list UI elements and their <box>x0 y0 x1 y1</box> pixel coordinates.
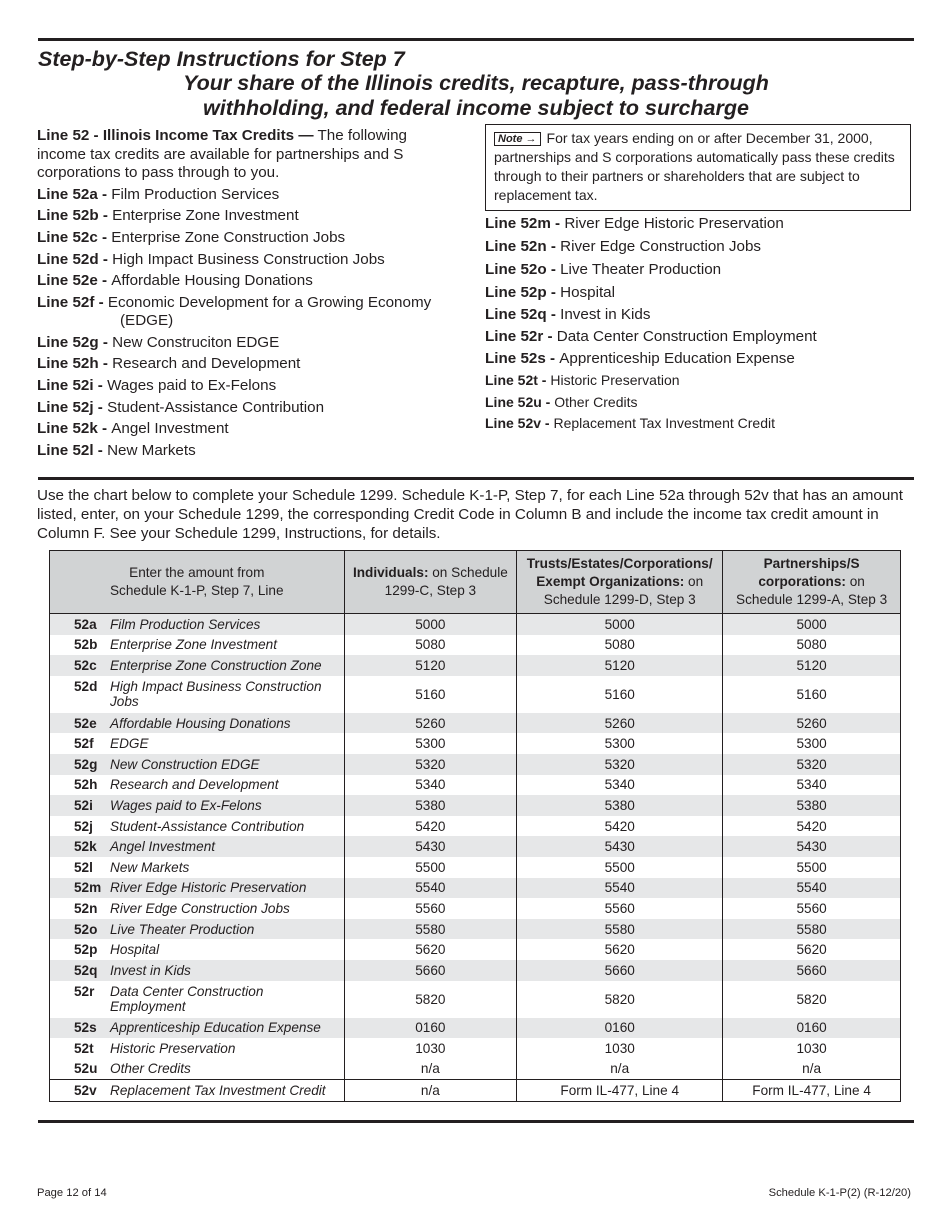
line-cell <box>50 1059 345 1080</box>
line-text: Student-Assistance Contribution <box>107 398 325 416</box>
individuals-code: 5420 <box>344 816 517 837</box>
line-cell <box>50 713 345 734</box>
line-label: Line 52a - <box>37 185 112 203</box>
line-description: Invest in Kids <box>110 962 191 978</box>
line-cell <box>50 878 345 899</box>
list-item <box>485 261 915 284</box>
trusts-code: 5260 <box>517 713 723 734</box>
line-code: 52v <box>74 1083 97 1099</box>
table-body <box>50 614 901 1102</box>
individuals-code: 5340 <box>344 775 517 796</box>
partnerships-code: 5080 <box>723 635 901 656</box>
partnerships-code: 5160 <box>723 676 901 713</box>
trusts-code: 5380 <box>517 795 723 816</box>
line-text: Research and Development <box>112 355 301 373</box>
right-line-list <box>485 215 915 437</box>
line-cell <box>50 857 345 878</box>
line-label: Line 52j - <box>37 398 108 416</box>
individuals-code: 5540 <box>344 878 517 899</box>
individuals-code: n/a <box>344 1080 517 1102</box>
line-description: Wages paid to Ex-Felons <box>110 797 262 813</box>
partnerships-code: 5420 <box>723 816 901 837</box>
table-row <box>50 635 901 656</box>
line-description: Other Credits <box>110 1061 191 1077</box>
line-description: Data Center Construction Employment <box>110 984 264 1014</box>
table-row <box>50 775 901 796</box>
individuals-code: 5120 <box>344 655 517 676</box>
line-label: Line 52t - <box>485 372 551 388</box>
line-code: 52r <box>74 984 95 999</box>
header-line: Enter the amount from Schedule K-1-P, Step 7, Line <box>50 551 345 614</box>
line-description: Enterprise Zone Construction Zone <box>110 657 322 673</box>
line-description: Live Theater Production <box>110 921 255 937</box>
line-text: New Markets <box>107 441 196 459</box>
line-label: Line 52b - <box>37 207 113 225</box>
trusts-code: 5580 <box>517 919 723 940</box>
line-cell <box>50 635 345 656</box>
trusts-code: 5820 <box>517 981 723 1018</box>
line-code: 52i <box>74 797 93 813</box>
line-code: 52h <box>74 777 98 793</box>
note-text: For tax years ending on or after December 31, 2000, partnerships and S corporations automatically pass these credits through to their partners or shareholders that are subject to replacement tax. <box>494 130 895 203</box>
list-item <box>485 284 915 306</box>
line-cell <box>50 676 345 713</box>
line-label: Line 52c - <box>37 228 112 246</box>
header-partnerships-rest: on Schedule 1299-A, Step 3 <box>736 574 888 607</box>
line-label: Line 52f - <box>37 293 108 311</box>
header-partnerships-bold: Partnerships/S corporations: <box>758 556 860 589</box>
line-code: 52u <box>74 1061 98 1077</box>
line-52-text: The following income tax credits are available for partnerships and S corporations to pass through to you. <box>37 127 407 182</box>
table-row <box>50 898 901 919</box>
list-item <box>485 415 915 437</box>
line-description: Angel Investment <box>110 839 216 855</box>
line-text: Angel Investment <box>111 420 229 438</box>
table-row <box>50 733 901 754</box>
trusts-code: 5560 <box>517 898 723 919</box>
line-label: Line 52r - <box>485 328 557 345</box>
line-cell <box>50 1018 345 1039</box>
partnerships-code: 5580 <box>723 919 901 940</box>
trusts-code: 5540 <box>517 878 723 899</box>
trusts-code: Form IL-477, Line 4 <box>517 1080 723 1102</box>
trusts-code: 5620 <box>517 939 723 960</box>
table-row <box>50 713 901 734</box>
table-row <box>50 1038 901 1059</box>
line-cell <box>50 898 345 919</box>
line-cell <box>50 733 345 754</box>
line-code: 52t <box>74 1040 94 1056</box>
individuals-code: 5080 <box>344 635 517 656</box>
line-description: EDGE <box>110 736 149 752</box>
individuals-code: 0160 <box>344 1018 517 1039</box>
line-description: Affordable Housing Donations <box>110 715 291 731</box>
trusts-code: 5120 <box>517 655 723 676</box>
individuals-code: 5660 <box>344 960 517 981</box>
partnerships-code: 5320 <box>723 754 901 775</box>
partnerships-code: Form IL-477, Line 4 <box>723 1080 901 1102</box>
trusts-code: 5320 <box>517 754 723 775</box>
trusts-code: 5500 <box>517 857 723 878</box>
line-label: Line 52s - <box>485 350 560 367</box>
line-label: Line 52i - <box>37 376 108 394</box>
line-code: 52e <box>74 715 97 731</box>
line-text: Wages paid to Ex-Felons <box>107 376 277 394</box>
table-row <box>50 614 901 635</box>
right-column <box>485 215 915 437</box>
individuals-code: 5000 <box>344 614 517 635</box>
note-tag-label: Note <box>498 133 523 145</box>
table-row <box>50 919 901 940</box>
line-code: 52f <box>74 736 94 752</box>
line-cell <box>50 919 345 940</box>
line-label: Line 52e - <box>37 272 112 290</box>
line-code: 52m <box>74 880 102 896</box>
line-code: 52j <box>74 818 93 834</box>
individuals-code: 5560 <box>344 898 517 919</box>
list-item <box>485 394 915 416</box>
list-item <box>485 238 915 261</box>
table-row <box>50 960 901 981</box>
partnerships-code: 5340 <box>723 775 901 796</box>
section-divider <box>38 477 914 480</box>
table-row <box>50 754 901 775</box>
table-header-row <box>50 551 901 614</box>
individuals-code: 5820 <box>344 981 517 1018</box>
individuals-code: 5160 <box>344 676 517 713</box>
table-row <box>50 857 901 878</box>
trusts-code: 0160 <box>517 1018 723 1039</box>
line-code: 52b <box>74 637 98 653</box>
line-label: Line 52l - <box>37 441 108 459</box>
trusts-code: 5160 <box>517 676 723 713</box>
line-text-continued: (EDGE) <box>120 312 174 330</box>
line-description: Film Production Services <box>110 616 261 632</box>
table-row <box>50 1018 901 1039</box>
line-code: 52l <box>74 859 93 875</box>
page-subtitle-line1: Your share of the Illinois credits, recapture, pass-through <box>183 71 769 95</box>
header-individuals <box>344 551 517 614</box>
credit-code-table <box>49 550 901 1102</box>
line-text: New Construciton EDGE <box>112 333 280 351</box>
line-text: Film Production Services <box>111 185 280 203</box>
left-line-list <box>37 186 447 464</box>
header-partnerships <box>723 551 901 614</box>
line-cell <box>50 1038 345 1059</box>
line-description: Replacement Tax Investment Credit <box>110 1083 326 1099</box>
line-cell <box>50 795 345 816</box>
list-item <box>37 442 447 464</box>
individuals-code: 5320 <box>344 754 517 775</box>
line-text: Economic Development for a Growing Economy <box>107 293 432 311</box>
table-row <box>50 981 901 1018</box>
line-label: Line 52o - <box>485 261 561 278</box>
table-row <box>50 1059 901 1080</box>
partnerships-code: 5560 <box>723 898 901 919</box>
table-row <box>50 1080 901 1102</box>
line-description: River Edge Construction Jobs <box>110 900 290 916</box>
partnerships-code: 5660 <box>723 960 901 981</box>
trusts-code: 5420 <box>517 816 723 837</box>
line-text: Other Credits <box>554 393 638 410</box>
line-code: 52o <box>74 921 98 937</box>
list-item <box>485 350 915 372</box>
line-code: 52c <box>74 657 97 673</box>
line-label: Line 52u - <box>485 393 555 410</box>
line-cell <box>50 655 345 676</box>
table-row <box>50 795 901 816</box>
line-cell <box>50 981 345 1018</box>
line-code: 52d <box>74 679 98 695</box>
line-text: Apprenticeship Education Expense <box>559 350 795 367</box>
page-subtitle-line2: withholding, and federal income subject to surcharge <box>203 96 749 120</box>
line-text: Hospital <box>560 284 615 301</box>
line-description: Apprenticeship Education Expense <box>110 1020 321 1036</box>
partnerships-code: 5120 <box>723 655 901 676</box>
header-individuals-bold: Individuals: <box>352 565 429 580</box>
line-cell <box>50 775 345 796</box>
line-description: River Edge Historic Preservation <box>110 880 307 896</box>
list-item <box>37 251 447 273</box>
individuals-code: 5500 <box>344 857 517 878</box>
line-description: Enterprise Zone Investment <box>110 637 277 653</box>
page-number: Page 12 of 14 <box>37 1187 107 1199</box>
list-item <box>37 355 447 377</box>
trusts-code: 5300 <box>517 733 723 754</box>
line-description: Student-Assistance Contribution <box>110 818 305 834</box>
line-text: Invest in Kids <box>560 306 651 323</box>
partnerships-code: 5380 <box>723 795 901 816</box>
line-description: Hospital <box>110 942 160 958</box>
individuals-code: 5260 <box>344 713 517 734</box>
partnerships-code: n/a <box>723 1059 901 1080</box>
list-item <box>485 328 915 350</box>
individuals-code: 5380 <box>344 795 517 816</box>
list-item <box>485 372 915 394</box>
partnerships-code: 5260 <box>723 713 901 734</box>
list-item <box>37 420 447 442</box>
list-item <box>485 306 915 328</box>
line-52-label: Line 52 - Illinois Income Tax Credits — <box>37 127 314 144</box>
list-item <box>485 215 915 238</box>
line-label: Line 52v - <box>485 415 554 431</box>
line-text: Live Theater Production <box>560 261 722 278</box>
trusts-code: 5340 <box>517 775 723 796</box>
table-row <box>50 878 901 899</box>
partnerships-code: 1030 <box>723 1038 901 1059</box>
partnerships-code: 5430 <box>723 836 901 857</box>
header-trusts <box>517 551 723 614</box>
line-label: Line 52q - <box>485 306 561 323</box>
line-text: Affordable Housing Donations <box>111 272 313 290</box>
line-text: River Edge Construction Jobs <box>560 238 762 255</box>
line-text: Replacement Tax Investment Credit <box>553 415 775 431</box>
trusts-code: n/a <box>517 1059 723 1080</box>
header-trusts-rest: on Schedule 1299-D, Step 3 <box>543 574 704 607</box>
trusts-code: 5660 <box>517 960 723 981</box>
line-description: Historic Preservation <box>110 1040 236 1056</box>
chart-instructions: Use the chart below to complete your Schedule 1299. Schedule K-1-P, Step 7, for each Line 52a through 52v that has an amount listed, enter, on your Schedule 1299, the corresponding Credit Code in Column B and include the income tax credit amount in Column F. See your Schedule 1299, Instructions, for details. <box>37 487 903 542</box>
line-cell <box>50 960 345 981</box>
line-label: Line 52k - <box>37 420 112 438</box>
line-text: Enterprise Zone Investment <box>112 207 299 225</box>
list-item <box>37 334 447 356</box>
line-label: Line 52d - <box>37 250 113 268</box>
individuals-code: 5300 <box>344 733 517 754</box>
header-trusts-bold: Trusts/Estates/Corporations/ Exempt Organizations: <box>526 556 713 589</box>
list-item <box>37 229 447 251</box>
list-item <box>37 186 447 208</box>
partnerships-code: 0160 <box>723 1018 901 1039</box>
line-text: High Impact Business Construction Jobs <box>112 250 385 268</box>
line-label: Line 52g - <box>37 333 113 351</box>
individuals-code: 5580 <box>344 919 517 940</box>
bottom-rule <box>38 1120 914 1123</box>
line-text: Data Center Construction Employment <box>556 328 817 345</box>
line-code: 52q <box>74 962 98 978</box>
line-cell <box>50 614 345 635</box>
line-text: River Edge Historic Preservation <box>564 215 784 232</box>
page-title: Step-by-Step Instructions for Step 7 <box>38 47 405 71</box>
note-icon: Note → <box>494 132 541 146</box>
list-item <box>37 399 447 421</box>
partnerships-code: 5540 <box>723 878 901 899</box>
individuals-code: 5620 <box>344 939 517 960</box>
trusts-code: 1030 <box>517 1038 723 1059</box>
line-description: High Impact Business Construction Jobs <box>110 679 322 710</box>
line-code: 52p <box>74 942 98 958</box>
line-code: 52g <box>74 756 98 772</box>
note-box <box>485 124 911 211</box>
partnerships-code: 5620 <box>723 939 901 960</box>
line-description: Research and Development <box>110 777 279 793</box>
line-cell <box>50 754 345 775</box>
line-52-intro <box>37 127 447 183</box>
line-label: Line 52p - <box>485 284 561 301</box>
partnerships-code: 5300 <box>723 733 901 754</box>
line-label: Line 52h - <box>37 355 113 373</box>
line-code: 52n <box>74 900 98 916</box>
table-row <box>50 939 901 960</box>
form-id: Schedule K-1-P(2) (R-12/20) <box>768 1187 911 1199</box>
trusts-code: 5000 <box>517 614 723 635</box>
list-item <box>37 207 447 229</box>
line-cell <box>50 939 345 960</box>
trusts-code: 5080 <box>517 635 723 656</box>
list-item <box>37 377 447 399</box>
header-individuals-rest: on Schedule 1299-C, Step 3 <box>384 565 508 598</box>
individuals-code: 1030 <box>344 1038 517 1059</box>
line-code: 52a <box>74 616 97 632</box>
line-code: 52s <box>74 1020 97 1036</box>
top-rule <box>38 38 914 41</box>
partnerships-code: 5500 <box>723 857 901 878</box>
table-row <box>50 655 901 676</box>
line-code: 52k <box>74 839 97 855</box>
table-row <box>50 816 901 837</box>
line-cell <box>50 836 345 857</box>
partnerships-code: 5000 <box>723 614 901 635</box>
line-description: New Markets <box>110 859 190 875</box>
individuals-code: n/a <box>344 1059 517 1080</box>
line-cell <box>50 1080 345 1102</box>
line-text: Enterprise Zone Construction Jobs <box>111 228 346 246</box>
line-description: New Construction EDGE <box>110 756 260 772</box>
list-item <box>37 294 447 334</box>
table-row <box>50 676 901 713</box>
trusts-code: 5430 <box>517 836 723 857</box>
partnerships-code: 5820 <box>723 981 901 1018</box>
list-item <box>37 272 447 294</box>
line-label: Line 52n - <box>485 238 561 255</box>
table-row <box>50 836 901 857</box>
line-cell <box>50 816 345 837</box>
individuals-code: 5430 <box>344 836 517 857</box>
line-text: Historic Preservation <box>550 372 680 388</box>
left-column <box>37 127 447 463</box>
line-label: Line 52m - <box>485 215 565 232</box>
